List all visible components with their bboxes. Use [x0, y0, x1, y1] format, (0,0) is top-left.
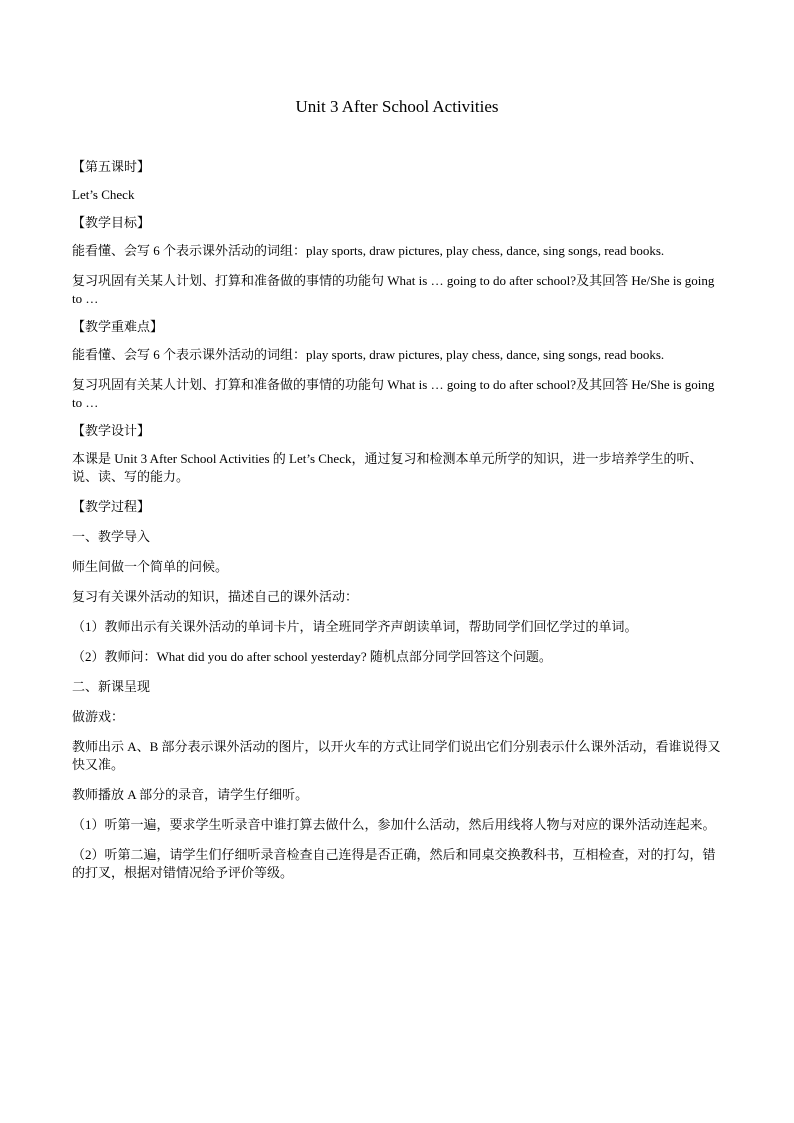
- intro-step-1: （1）教师出示有关课外活动的单词卡片，请全班同学齐声朗读单词，帮助同学们回忆学过的单词。: [72, 619, 638, 634]
- objective-paragraph-2: 复习巩固有关某人计划、打算和准备做的事情的功能句 What is … going to do after school?及其回答 He/She is going to …: [72, 273, 715, 306]
- section-heading-process: 【教学过程】: [72, 499, 151, 514]
- lesson-name: Let’s Check: [72, 187, 135, 202]
- intro-paragraph-1: 师生间做一个简单的问候。: [72, 559, 229, 574]
- listening-step-2: （2）听第二遍，请学生们仔细听录音检查自己连得是否正确，然后和同桌交换教科书，互相检查，对的打勾，错的打叉，根据对错情况给予评价等级。: [72, 847, 716, 880]
- listening-step-1: （1）听第一遍，要求学生听录音中谁打算去做什么，参加什么活动，然后用线将人物与对应的课外活动连起来。: [72, 817, 716, 832]
- section-heading-lesson: 【第五课时】: [72, 159, 151, 174]
- section-heading-key-points: 【教学重难点】: [72, 319, 164, 334]
- intro-paragraph-2: 复习有关课外活动的知识，描述自己的课外活动：: [72, 589, 359, 604]
- new-lesson-paragraph-2: 教师播放 A 部分的录音，请学生仔细听。: [72, 787, 309, 802]
- intro-step-2: （2）教师问：What did you do after school yesterday? 随机点部分同学回答这个问题。: [72, 649, 552, 664]
- new-lesson-paragraph-1: 教师出示 A、B 部分表示课外活动的图片，以开火车的方式让同学们说出它们分别表示什么课外活动，看谁说得又快又准。: [72, 739, 721, 772]
- document-title: Unit 3 After School Activities: [295, 97, 499, 116]
- document-body: [72, 158, 724, 894]
- design-paragraph: 本课是 Unit 3 After School Activities 的 Let’s Check，通过复习和检测本单元所学的知识，进一步培养学生的听、说、读、写的能力。: [72, 451, 703, 484]
- new-lesson-game: 做游戏：: [72, 709, 125, 724]
- subheading-new-lesson: 二、新课呈现: [72, 679, 151, 694]
- subheading-introduction: 一、教学导入: [72, 529, 151, 544]
- objective-paragraph-1: 能看懂、会写 6 个表示课外活动的词组：play sports, draw pictures, play chess, dance, sing songs, read books.: [72, 243, 665, 258]
- section-heading-design: 【教学设计】: [72, 423, 151, 438]
- key-point-paragraph-1: 能看懂、会写 6 个表示课外活动的词组：play sports, draw pictures, play chess, dance, sing songs, read books.: [72, 347, 665, 362]
- section-heading-objectives: 【教学目标】: [72, 215, 151, 230]
- key-point-paragraph-2: 复习巩固有关某人计划、打算和准备做的事情的功能句 What is … going to do after school?及其回答 He/She is going to …: [72, 377, 715, 410]
